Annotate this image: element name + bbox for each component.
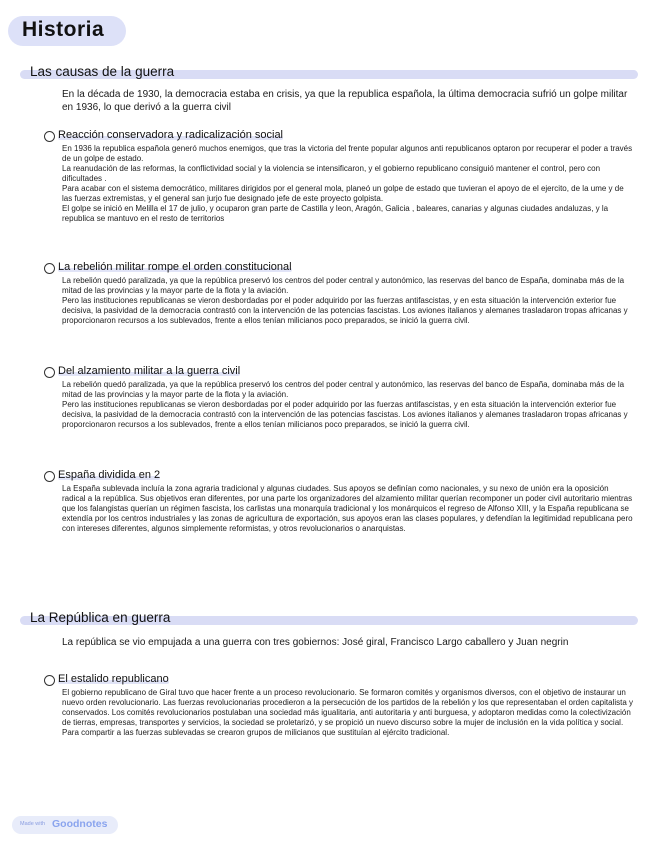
section-heading-label: La República en guerra: [30, 610, 171, 625]
topic-rebelion: [44, 262, 634, 326]
made-with-label: Made with: [20, 821, 46, 827]
section-intro: En la década de 1930, la democracia estaba en crisis, ya que la republica española, la última democracia sufrió un golpe militar en 1936, lo que derivó a la guerra civil: [62, 89, 628, 113]
radio-circle-icon[interactable]: [44, 471, 55, 482]
topic-paragraph: El gobierno republicano de Giral tuvo que hacer frente a un proceso revolucionario. Se formaron comités y organismos diversos, con el objetivo de instaurar un nuevo orden revolucionario. Las fuerzas revolucionarias procedieron a la persecución de los partidos de la rebelión y los que representaban el orden capitalista y conservados. Los comités revolucionarios postulaban una sociedad más igualitaria, anti autoritaria y anti burguesa, y adoptaron medidas como la colectivización de tierras, empresas, transportes y servicios, la sociedad se proletarizó, y se propició un nuevo discurso sobre la mujer de inclusión en la vida política y social. Para compartir a las fuerzas sublevadas se crearon grupos de milicianos que sustituían al ejército tradicional.: [62, 688, 634, 737]
topic-paragraph: Para acabar con el sistema democrático, militares dirigidos por el general mola, planeó un golpe de estado que tuvieran el apoyo de el ejercito, de la ume y de las fuerzas extremistas, y el general san jurjo fue designado jefe de este proyecto golpista.: [62, 184, 624, 203]
topic-paragraph: Pero las instituciones republicanas se vieron desbordadas por el poder adquirido por las fuerzas antifascistas, y en esta situación la intervención exterior fue decisiva, la pasividad de la democracia contrastó con la intervención de las potencias fascistas. Los aviones italianos y alemanes trasladaron tropas africanas y proporcionaron recursos a los sublevados, frente a ellos tenían milicianos poco preparados, se inició la guerra civil.: [62, 296, 628, 325]
topic-title: Del alzamiento militar a la guerra civil: [58, 365, 241, 377]
radio-circle-icon[interactable]: [44, 675, 55, 686]
topic-paragraph: La rebelión quedó paralizada, ya que la república preservó los centros del poder central y autonómico, las reservas del banco de España, dominaba más de la mitad de las provincias y la mayor parte de la flota y la aviación.: [62, 380, 625, 399]
goodnotes-badge: [12, 816, 118, 834]
radio-circle-icon[interactable]: [44, 131, 55, 142]
topic-body: [62, 688, 634, 738]
topic-reaccion: [44, 130, 634, 224]
topic-body: [62, 276, 634, 326]
topic-paragraph: Pero las instituciones republicanas se vieron desbordadas por el poder adquirido por las fuerzas antifascistas, y en esta situación la intervención exterior fue decisiva, la pasividad de la democracia contrastó con la intervención de las potencias fascistas. Los aviones italianos y alemanes trasladaron tropas africanas y proporcionaron recursos a los sublevados, frente a ellos tenían milicianos poco preparados, se inició la guerra civil.: [62, 400, 628, 429]
section-heading-label: Las causas de la guerra: [30, 64, 175, 79]
topic-paragraph: El golpe se inició en Melilla el 17 de julio, y ocuparon gran parte de Castilla y leon, Aragón, Galicia , baleares, canarias y algunas ciudades andaluzas, y la republica se mantuvo en el resto de territorios: [62, 204, 609, 223]
topic-alzamiento: [44, 366, 634, 430]
page-title: Historia: [22, 18, 105, 41]
topic-body: [62, 380, 634, 430]
topic-paragraph: La reanudación de las reformas, la conflictividad social y la violencia se intensificaron, y el gobierno republicano consiguió mantener el control, pero con dificultades .: [62, 164, 601, 183]
goodnotes-brand: Goodnotes: [52, 818, 108, 830]
radio-circle-icon[interactable]: [44, 263, 55, 274]
topic-body: [62, 484, 634, 534]
topic-estalido: [44, 674, 634, 738]
topic-title: Reacción conservadora y radicalización social: [58, 129, 284, 141]
topic-espana-dividida: [44, 470, 634, 534]
section-intro: La república se vio empujada a una guerra con tres gobiernos: José giral, Francisco Largo caballero y Juan negrin: [62, 637, 569, 648]
section-heading-causas: [20, 66, 638, 84]
topic-title: La rebelión militar rompe el orden constitucional: [58, 261, 292, 273]
topic-paragraph: La rebelión quedó paralizada, ya que la república preservó los centros del poder central y autonómico, las reservas del banco de España, dominaba más de la mitad de las provincias y la mayor parte de la flota y la aviación.: [62, 276, 625, 295]
topic-paragraph: La España sublevada incluía la zona agraria tradicional y algunas ciudades. Sus apoyos se definían como nacionales, y su nexo de unión era la oposición radical a la república. Sus objetivos eran diferentes, por una parte los organizadores del alzamiento militar querían recomponer un poder civil autoritario mientras que los falangistas querían un régimen fascista, los carlistas una monarquía tradicional y los monárquicos el regreso de Alfonso XIII, y la España republicana se extendía por los centros industriales y las zonas de agricultura de exportación, sus apoyos eran las clases populares, y defendían la legitimidad republicana pero con intereses diferentes, algunos simplemente reformistas, y otros revolucionarios o anarquistas.: [62, 484, 633, 533]
topic-title: El estalido republicano: [58, 673, 169, 685]
topic-paragraph: En 1936 la republica española generó muchos enemigos, que tras la victoria del frente popular algunos anti republicanos optaron por recuperar el poder a través de un golpe de estado.: [62, 144, 633, 163]
page-title-pill: [8, 16, 126, 46]
topic-title: España dividida en 2: [58, 469, 161, 481]
section-heading-republica: [20, 612, 638, 630]
radio-circle-icon[interactable]: [44, 367, 55, 378]
topic-body: [62, 144, 634, 224]
